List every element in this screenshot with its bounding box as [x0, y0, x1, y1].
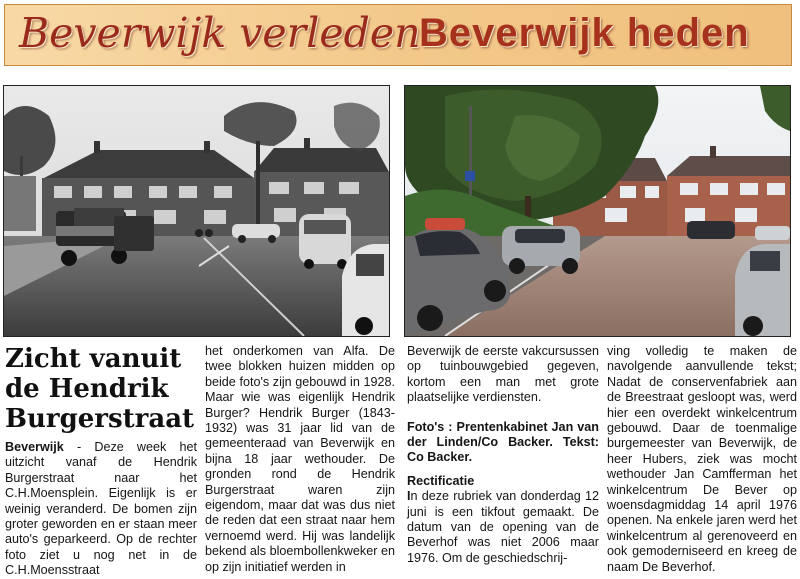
banner-title-present: Beverwijk heden	[419, 11, 750, 55]
modern-photo-icon	[405, 86, 790, 336]
photo-credits: Foto's : Prentenkabinet Jan van der Linden/Co Backer. Tekst: Co Backer.	[407, 419, 599, 465]
rectification-heading: Rectificatie	[407, 473, 475, 488]
column-2-body: het onderkomen van Alfa. De twee blokken huizen midden op beide foto's zijn gebouwd in 1928. Maar wie was eigenlijk Hendrik Burger? Hendrik Burger (1843-1932) was 31 jaar lid van de gemeenteraad van Beverwijk en bijna 18 jaar wethouder. De gronden rond de Hendrik Burgerstraat waren zijn eigendom, maar dat was dus niet de reden dat een straat naar hem vernoemd werd. Hij was landelijk bekend als bloembollenkweker en op zijn initiatief werden in	[205, 344, 395, 574]
column-4-body: ving volledig te maken de navolgende aanvullende tekst; Nadat de conservenfabriek aan de Breestraat gesloopt was, werd hier een overdekt winkelcentrum gebouwd. Daar de toenmalige burgemeester van Beverwijk, de heer Hubers, ziek was mocht wethouder Jan Camfferman het winkelcentrum De Bever op woensdagmiddag 14 april 1976 openen. Na enkele jaren werd het winkelcentrum al gerenoveerd en ook gemoderniseerd en kreeg de naam De Beverhof.	[607, 344, 797, 574]
banner-title-past: Beverwijk verleden	[19, 9, 421, 57]
historic-street-photo	[3, 85, 390, 337]
column-3-body: Beverwijk de eerste vakcursussen op tuinbouwgebied gegeven, kortom een man met grote plaatselijke verdiensten.	[407, 344, 599, 405]
article-column-4	[607, 344, 797, 575]
modern-street-photo	[404, 85, 791, 337]
historic-photo-icon	[4, 86, 389, 336]
dropcap: I	[407, 489, 411, 504]
column-1-body: - Deze week het uitzicht vanaf de Hendrik Burgerstraat naar het C.H.Moensplein. Eigenlijk is er weinig veranderd. De bomen zijn groter geworden en er staan meer auto's geparkeerd. Op de rechter foto ziet u nog net in de C.H.Moensstraat	[5, 440, 197, 578]
article-column-2	[205, 344, 395, 575]
header-banner	[4, 4, 792, 66]
article-column-1	[5, 344, 197, 579]
rectification-body: n deze rubriek van donderdag 12 juni is een tikfout gemaakt. De datum van de opening van de Beverhof was niet 2006 maar 1976. Om de geschiedschrij-	[407, 489, 599, 565]
rectification-text	[407, 489, 599, 566]
article-headline: Zicht vanuit de Hendrik Burgerstraat	[5, 344, 195, 434]
column-1-text	[5, 440, 197, 579]
article-column-3	[407, 344, 599, 566]
dateline: Beverwijk	[5, 440, 64, 454]
